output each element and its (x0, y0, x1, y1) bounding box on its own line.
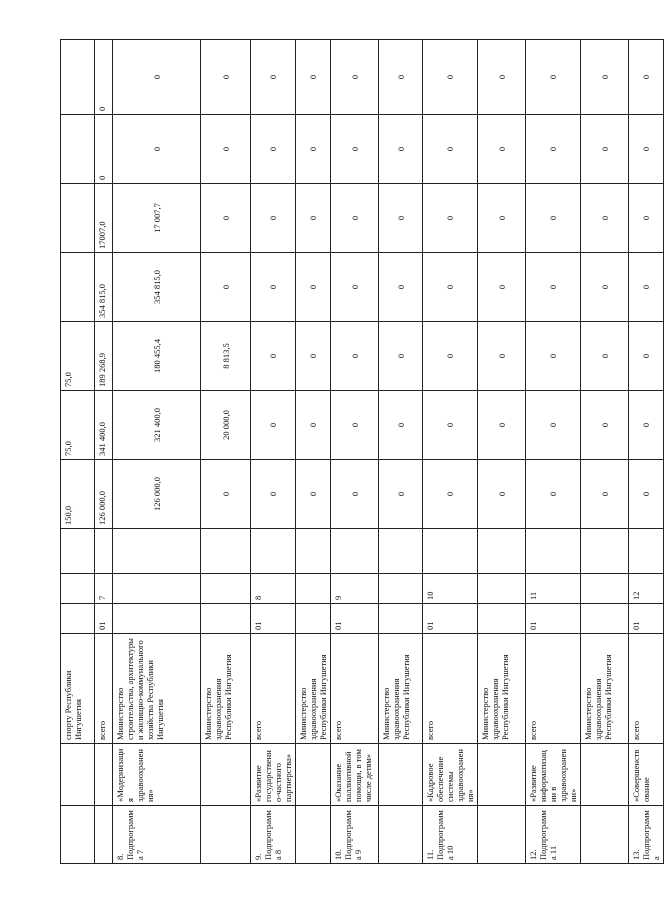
table-cell: 341 400,0 (95, 391, 113, 460)
table-cell: 0 (296, 115, 331, 184)
table-cell: 0 (629, 391, 664, 460)
table-cell: 0 (478, 391, 526, 460)
table-cell: 0 (581, 40, 629, 115)
table-cell (113, 604, 201, 634)
table-cell (61, 574, 95, 604)
table-cell: 0 (423, 40, 478, 115)
table-cell: 8 813,5 (201, 322, 251, 391)
table-cell: 0 (581, 184, 629, 253)
rotated-table-container (60, 40, 661, 864)
table-cell: 17007,0 (95, 184, 113, 253)
table-cell: 0 (331, 115, 379, 184)
table-cell: 0 (379, 460, 423, 529)
table-cell: 0 (201, 115, 251, 184)
table-cell (296, 604, 331, 634)
table-row (423, 40, 478, 864)
table-cell: 189 268,9 (95, 322, 113, 391)
table-cell: 0 (629, 460, 664, 529)
table-cell: 0 (201, 184, 251, 253)
table-cell: 0 (581, 115, 629, 184)
table-cell: 0 (526, 253, 581, 322)
table-cell: 01 (251, 604, 296, 634)
table-cell: 0 (95, 115, 113, 184)
table-cell: 0 (251, 40, 296, 115)
table-cell: 0 (423, 391, 478, 460)
table-cell: 0 (581, 322, 629, 391)
table-cell: 0 (581, 253, 629, 322)
table-cell: 0 (629, 40, 664, 115)
table-cell: 01 (629, 604, 664, 634)
table-cell: Министерство здравоохранения Республики Ингушетия (296, 634, 331, 744)
table-cell (95, 529, 113, 574)
table-cell (581, 604, 629, 634)
table-cell: спорту Республики Ингушетия (61, 634, 95, 744)
table-cell: 0 (331, 460, 379, 529)
table-cell (95, 806, 113, 864)
table-cell: 0 (526, 391, 581, 460)
table-cell: 354 815,0 (113, 253, 201, 322)
table-cell: Министерство здравоохранения Республики Ингушетия (478, 634, 526, 744)
table-cell: «Модернизация здравоохранения» (113, 744, 201, 806)
budget-table (60, 39, 664, 864)
table-cell: 0 (379, 253, 423, 322)
table-cell (201, 604, 251, 634)
table-cell: 0 (478, 184, 526, 253)
table-cell: 0 (478, 40, 526, 115)
table-cell (379, 574, 423, 604)
table-cell (379, 744, 423, 806)
table-cell (478, 574, 526, 604)
table-cell: 0 (423, 322, 478, 391)
table-cell: 0 (296, 40, 331, 115)
table-cell: 0 (478, 253, 526, 322)
table-cell (201, 744, 251, 806)
table-cell: Министерство строительства, архитектуры и жилищно-коммунального хозяйства Республики Ингушетия (113, 634, 201, 744)
table-cell: 126 000,0 (113, 460, 201, 529)
table-cell: 0 (478, 460, 526, 529)
table-cell: 354 815,0 (95, 253, 113, 322)
table-cell: 0 (379, 115, 423, 184)
table-cell: 0 (379, 40, 423, 115)
table-cell (581, 806, 629, 864)
table-cell (251, 529, 296, 574)
table-cell (423, 529, 478, 574)
table-cell: всего (526, 634, 581, 744)
table-cell (296, 806, 331, 864)
table-cell: «Развитие информатизации в здравоохранении» (526, 744, 581, 806)
table-cell: 11. Подпрограмма 10 (423, 806, 478, 864)
table-cell (581, 574, 629, 604)
table-cell: 180 455,4 (113, 322, 201, 391)
table-cell: 8 (251, 574, 296, 604)
table-cell: 0 (201, 460, 251, 529)
table-cell: 0 (478, 322, 526, 391)
table-cell: 0 (95, 40, 113, 115)
table-cell: 0 (629, 115, 664, 184)
table-cell: 0 (423, 253, 478, 322)
table-cell: всего (423, 634, 478, 744)
table-cell (296, 529, 331, 574)
table-cell: 0 (251, 115, 296, 184)
table-cell: 0 (526, 115, 581, 184)
table-cell: 01 (95, 604, 113, 634)
table-cell (201, 574, 251, 604)
table-cell (61, 806, 95, 864)
table-cell (113, 529, 201, 574)
table-cell (61, 529, 95, 574)
table-cell: 0 (331, 322, 379, 391)
table-cell: 0 (201, 40, 251, 115)
table-cell (61, 184, 95, 253)
table-cell: 0 (251, 322, 296, 391)
table-cell: 0 (251, 460, 296, 529)
table-cell: 0 (251, 184, 296, 253)
table-cell (201, 529, 251, 574)
table-cell (296, 574, 331, 604)
table-cell: «Развитие государственно-частного партнерства» (251, 744, 296, 806)
table-cell: 0 (629, 184, 664, 253)
table-cell: 0 (331, 253, 379, 322)
table-cell: 0 (379, 322, 423, 391)
table-cell (581, 529, 629, 574)
table-cell: 0 (331, 391, 379, 460)
table-cell: Министерство здравоохранения Республики Ингушетия (581, 634, 629, 744)
table-cell: всего (629, 634, 664, 744)
table-cell: 01 (331, 604, 379, 634)
table-cell: 126 000,0 (95, 460, 113, 529)
table-cell: Министерство здравоохранения Республики Ингушетия (379, 634, 423, 744)
table-cell (379, 806, 423, 864)
table-cell (379, 604, 423, 634)
table-cell: 0 (526, 184, 581, 253)
table-cell (61, 604, 95, 634)
table-row (379, 40, 423, 864)
table-cell: 8. Подпрограмма 7 (113, 806, 201, 864)
table-cell: 0 (581, 460, 629, 529)
table-cell: 01 (423, 604, 478, 634)
table-cell: 0 (296, 391, 331, 460)
table-cell: 01 (526, 604, 581, 634)
table-cell (526, 529, 581, 574)
table-cell (61, 744, 95, 806)
table-cell: «Оказание паллиативной помощи, в том числе детям» (331, 744, 379, 806)
table-row (581, 40, 629, 864)
table-cell: 0 (526, 460, 581, 529)
table-cell: 20 000,0 (201, 391, 251, 460)
table-cell: 0 (423, 184, 478, 253)
table-cell: 0 (296, 184, 331, 253)
table-row (526, 40, 581, 864)
table-cell: 0 (331, 40, 379, 115)
table-row (95, 40, 113, 864)
table-cell: 0 (526, 322, 581, 391)
table-cell: 0 (629, 253, 664, 322)
table-cell: 0 (526, 40, 581, 115)
table-cell: «Совершенствование (629, 744, 664, 806)
table-cell: 7 (95, 574, 113, 604)
table-cell: 0 (629, 322, 664, 391)
table-cell (478, 604, 526, 634)
table-cell: 0 (201, 253, 251, 322)
table-row (251, 40, 296, 864)
table-cell: 0 (423, 115, 478, 184)
table-cell (379, 529, 423, 574)
table-cell (478, 806, 526, 864)
table-cell: 0 (478, 115, 526, 184)
table-row (296, 40, 331, 864)
table-cell: 0 (251, 253, 296, 322)
table-cell (95, 744, 113, 806)
table-cell (113, 574, 201, 604)
table-cell: 10 (423, 574, 478, 604)
table-cell: 0 (113, 40, 201, 115)
table-cell: 0 (296, 460, 331, 529)
table-cell (581, 744, 629, 806)
table-cell: Министерство здравоохранения Республики Ингушетия (201, 634, 251, 744)
table-cell: 11 (526, 574, 581, 604)
table-cell (61, 40, 95, 115)
table-cell: 9. Подпрограмма 8 (251, 806, 296, 864)
table-row (478, 40, 526, 864)
table-cell: 75,0 (61, 322, 95, 391)
table-row (331, 40, 379, 864)
table-cell: 0 (296, 322, 331, 391)
table-row (113, 40, 201, 864)
table-cell (61, 115, 95, 184)
table-row (201, 40, 251, 864)
table-cell: 10. Подпрограмма 9 (331, 806, 379, 864)
table-cell: 0 (251, 391, 296, 460)
table-cell: всего (95, 634, 113, 744)
table-cell: 0 (379, 391, 423, 460)
table-cell: 17 007,7 (113, 184, 201, 253)
table-row (629, 40, 664, 864)
table-cell (478, 744, 526, 806)
table-cell: 12 (629, 574, 664, 604)
table-cell: 12. Подпрограмма 11 (526, 806, 581, 864)
table-cell (629, 529, 664, 574)
table-cell: 321 400,0 (113, 391, 201, 460)
table-cell: 0 (379, 184, 423, 253)
table-cell (331, 529, 379, 574)
table-cell: 75,0 (61, 391, 95, 460)
table-row (61, 40, 95, 864)
table-cell (296, 744, 331, 806)
table-cell (478, 529, 526, 574)
table-cell: 13. Подпрограмма (629, 806, 664, 864)
table-cell: 0 (331, 184, 379, 253)
table-cell: всего (251, 634, 296, 744)
table-cell: 0 (296, 253, 331, 322)
table-cell: 150,0 (61, 460, 95, 529)
table-cell: всего (331, 634, 379, 744)
table-cell: 0 (113, 115, 201, 184)
table-cell: 0 (581, 391, 629, 460)
table-cell: 0 (423, 460, 478, 529)
table-cell: 9 (331, 574, 379, 604)
table-cell (201, 806, 251, 864)
table-cell (61, 253, 95, 322)
table-cell: «Кадровое обеспечение системы здравоохранения» (423, 744, 478, 806)
